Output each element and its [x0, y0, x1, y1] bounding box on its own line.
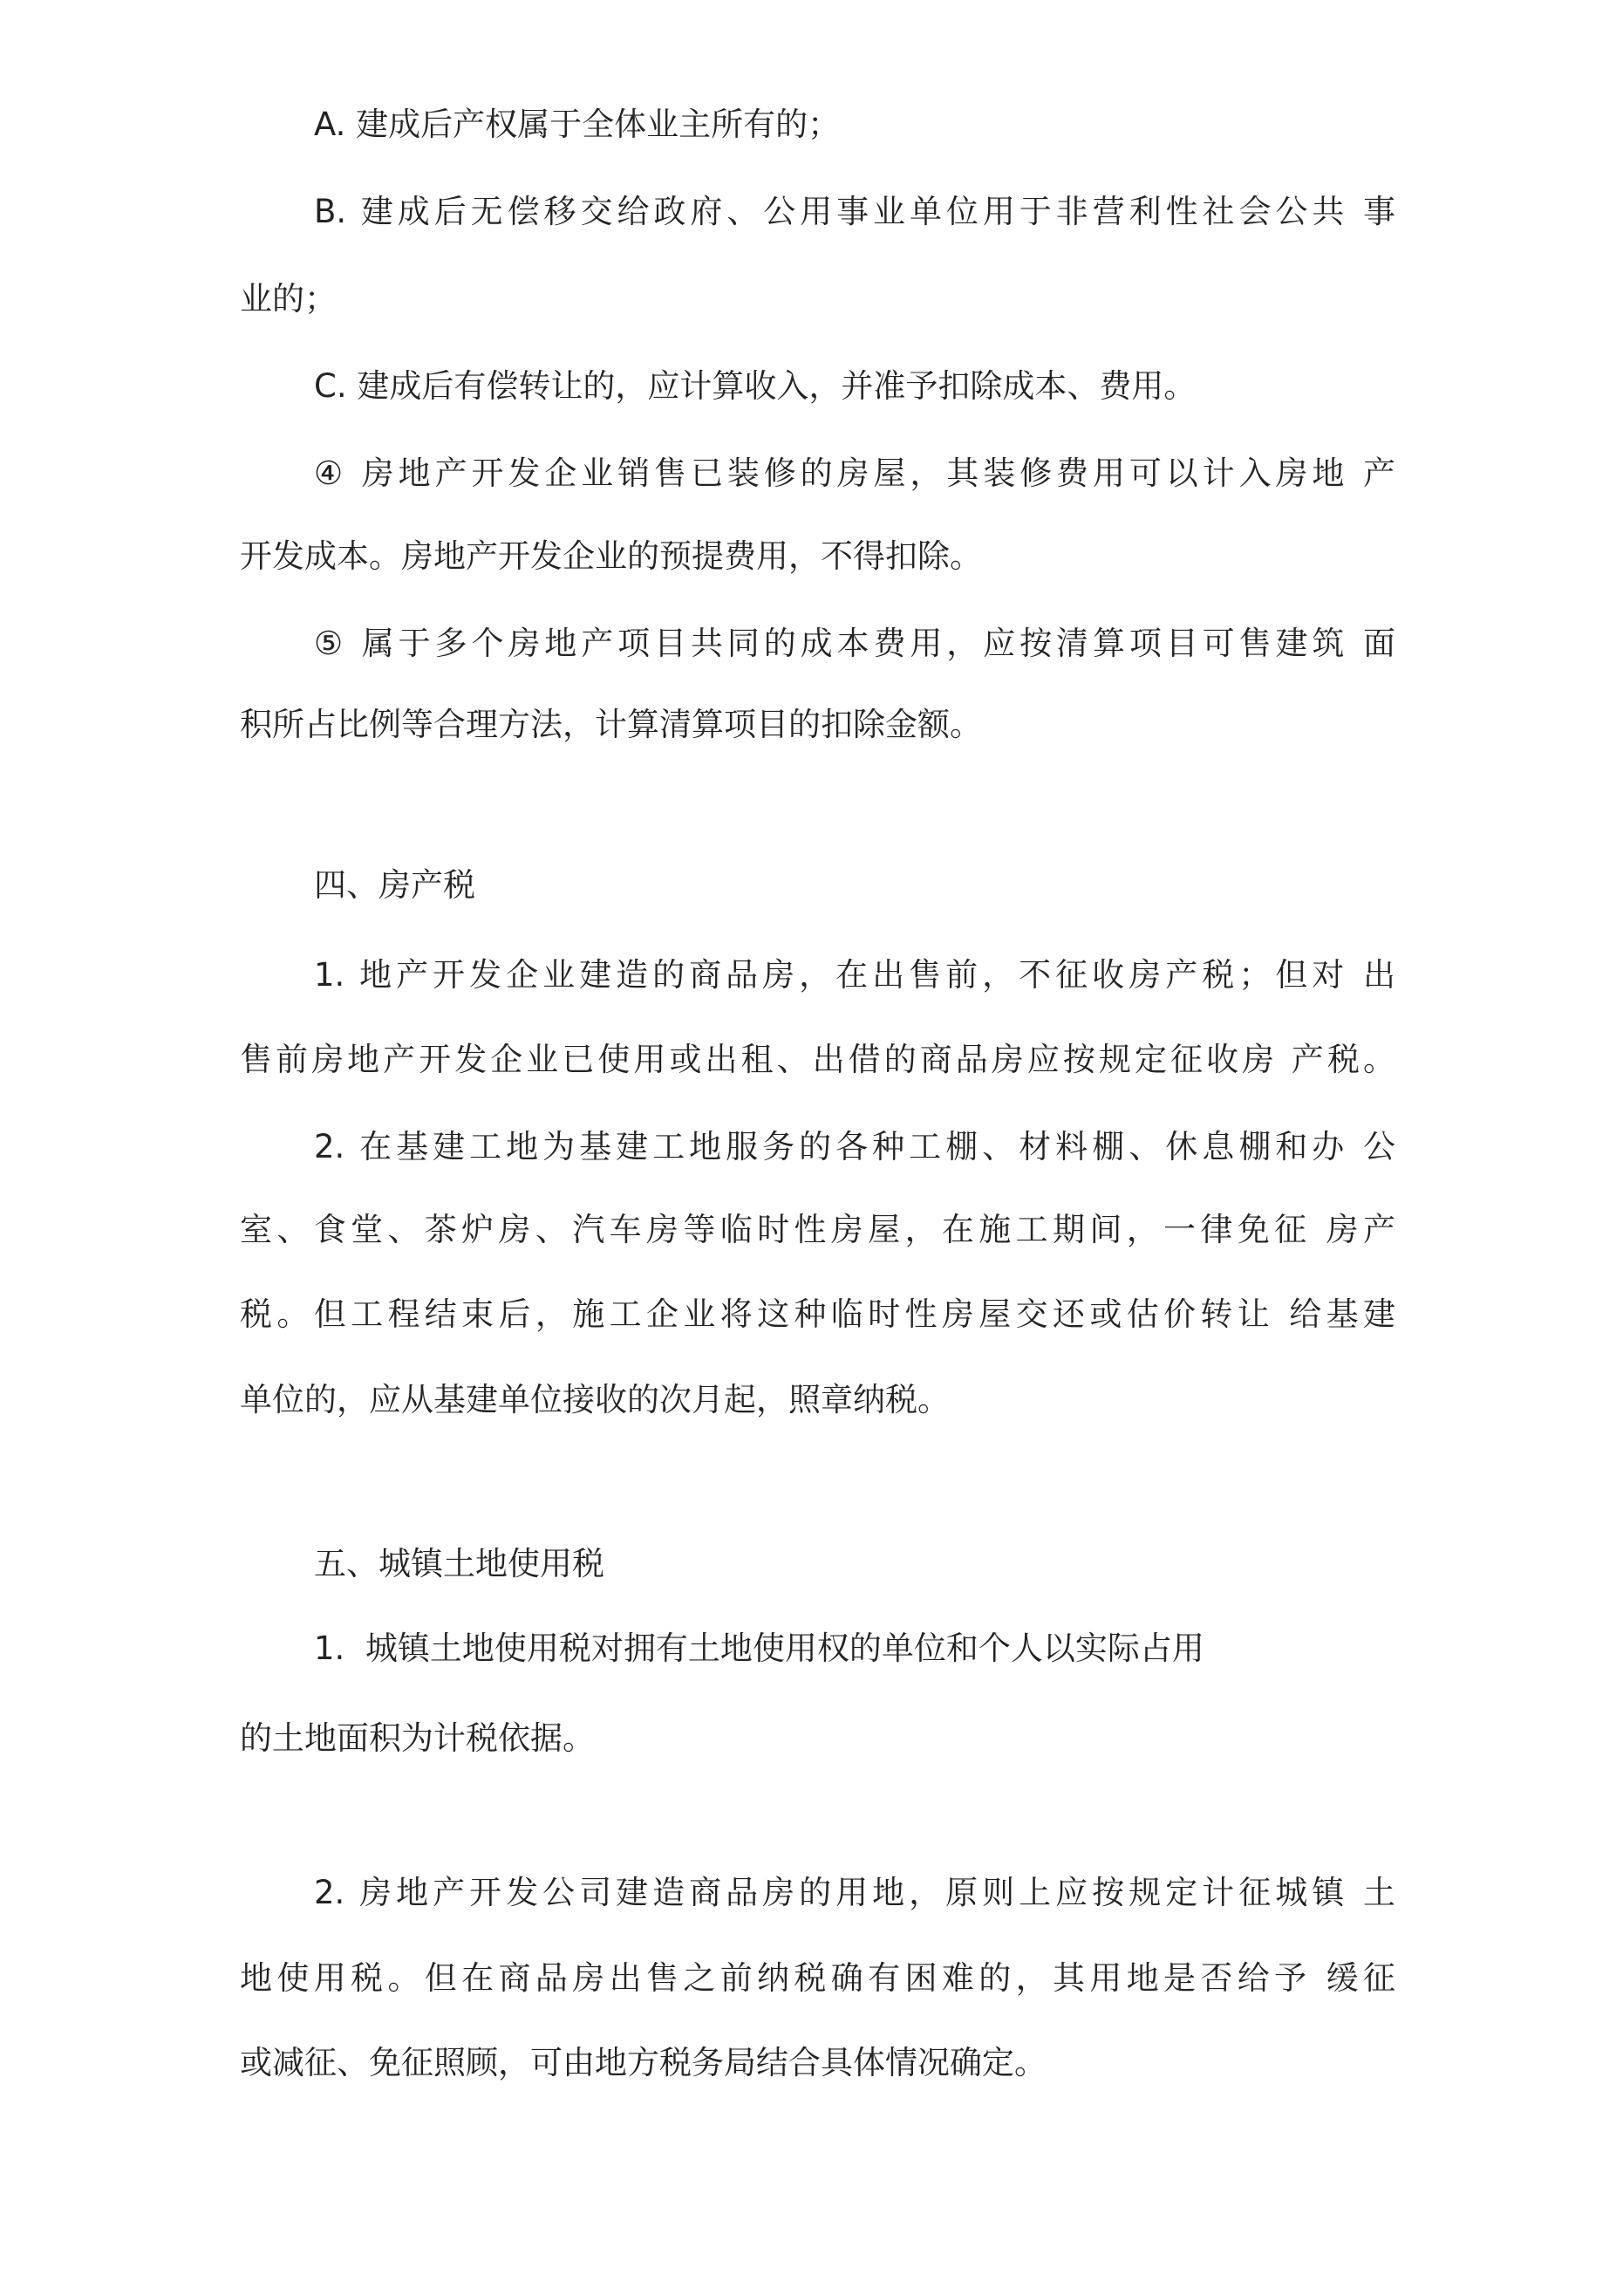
paragraph-line: C. 建成后有偿转让的，应计算收入，并准予扣除成本、费用。 — [314, 367, 1197, 405]
paragraph-line: 的土地面积为计税依据。 — [240, 1719, 595, 1757]
paragraph-line: 2. 在基建工地为基建工地服务的各种工棚、材料棚、休息棚和办 公 — [314, 1128, 1395, 1165]
paragraph-line: 室、食堂、茶炉房、汽车房等临时性房屋，在施工期间，一律免征 房产 — [240, 1211, 1395, 1248]
paragraph-line: 积所占比例等合理方法，计算清算项目的扣除金额。 — [240, 706, 982, 743]
paragraph-line: ⑤ 属于多个房地产项目共同的成本费用，应按清算项目可售建筑 面 — [314, 625, 1395, 662]
paragraph-line: 1. 城镇土地使用税对拥有土地使用权的单位和个人以实际占用 — [314, 1630, 1204, 1667]
paragraph-line: 业的； — [240, 280, 337, 318]
paragraph-line: 开发成本。房地产开发企业的预提费用，不得扣除。 — [240, 537, 982, 575]
paragraph-line: 售前房地产开发企业已使用或出租、出借的商品房应按规定征收房 产税。 — [240, 1041, 1395, 1078]
paragraph-line: 税。但工程结束后，施工企业将这种临时性房屋交还或估价转让 给基建 — [240, 1295, 1395, 1333]
section-heading: 四、房产税 — [314, 866, 475, 904]
paragraph-line: 2. 房地产开发公司建造商品房的用地，原则上应按规定计征城镇 土 — [314, 1874, 1395, 1911]
paragraph-line: ④ 房地产开发企业销售已装修的房屋，其装修费用可以计入房地 产 — [314, 454, 1395, 492]
paragraph-line: 地使用税。但在商品房出售之前纳税确有困难的，其用地是否给予 缓征 — [240, 1959, 1395, 1997]
paragraph-line: 或减征、免征照顾，可由地方税务局结合具体情况确定。 — [240, 2044, 1047, 2081]
paragraph-line: B. 建成后无偿移交给政府、公用事业单位用于非营利性社会公共 事 — [314, 193, 1395, 230]
section-heading: 五、城镇土地使用税 — [314, 1545, 604, 1582]
paragraph-line: 1. 地产开发企业建造的商品房，在出售前，不征收房产税；但对 出 — [314, 956, 1395, 994]
paragraph-line: 单位的，应从基建单位接收的次月起，照章纳税。 — [240, 1381, 950, 1418]
paragraph-line: A. 建成后产权属于全体业主所有的； — [314, 106, 841, 143]
